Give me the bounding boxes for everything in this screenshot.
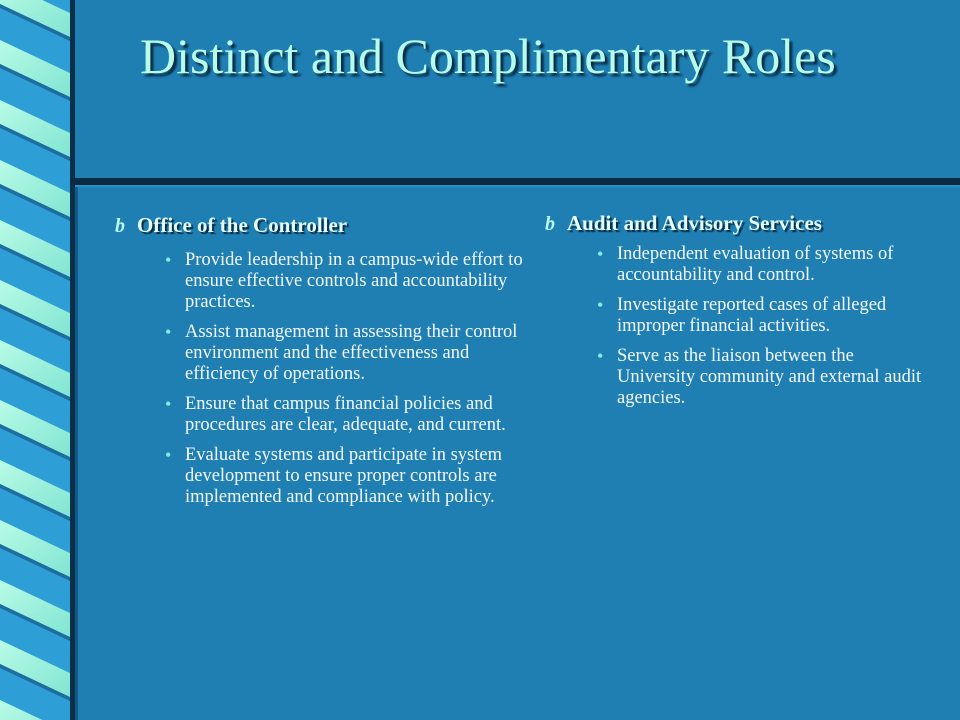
dot-bullet-icon: • xyxy=(165,250,172,270)
list-item xyxy=(589,346,925,409)
dot-bullet-icon: • xyxy=(597,295,604,315)
audit-list xyxy=(589,244,925,409)
b-bullet-icon: b xyxy=(115,215,125,237)
list-item xyxy=(157,250,535,313)
list-item-text: Independent evaluation of systems of accountability and control. xyxy=(617,244,894,285)
audit-heading: Audit and Advisory Services xyxy=(567,211,822,235)
list-item xyxy=(157,394,535,436)
list-item-text: Ensure that campus financial policies and procedures are clear, adequate, and current. xyxy=(185,394,506,435)
title-rule-highlight xyxy=(75,185,960,187)
vertical-divider-shadow xyxy=(75,185,78,720)
list-item-text: Serve as the liaison between the University community and external audit agencies. xyxy=(617,346,922,408)
list-item xyxy=(157,322,535,385)
diagonal-stripe-band xyxy=(0,0,72,720)
dot-bullet-icon: • xyxy=(165,322,172,342)
list-item xyxy=(589,295,925,337)
dot-bullet-icon: • xyxy=(597,346,604,366)
b-bullet-icon: b xyxy=(545,213,555,235)
slide-title: Distinct and Complimentary Roles xyxy=(140,28,836,84)
list-item-text: Investigate reported cases of alleged improper financial activities. xyxy=(617,295,887,336)
title-rule xyxy=(70,178,960,185)
list-item xyxy=(589,244,925,286)
dot-bullet-icon: • xyxy=(597,244,604,264)
audit-heading-row xyxy=(545,211,925,236)
dot-bullet-icon: • xyxy=(165,394,172,414)
controller-heading: Office of the Controller xyxy=(137,213,348,237)
controller-heading-row xyxy=(115,213,535,238)
controller-column xyxy=(115,213,535,517)
controller-list xyxy=(157,250,535,508)
list-item xyxy=(157,445,535,508)
dot-bullet-icon: • xyxy=(165,445,172,465)
list-item-text: Evaluate systems and participate in system development to ensure proper controls are implemented and compliance with policy. xyxy=(185,445,502,507)
audit-column xyxy=(545,211,925,418)
list-item-text: Provide leadership in a campus-wide effort to ensure effective controls and accountability practices. xyxy=(185,250,523,312)
list-item-text: Assist management in assessing their control environment and the effectiveness and efficiency of operations. xyxy=(185,322,518,384)
